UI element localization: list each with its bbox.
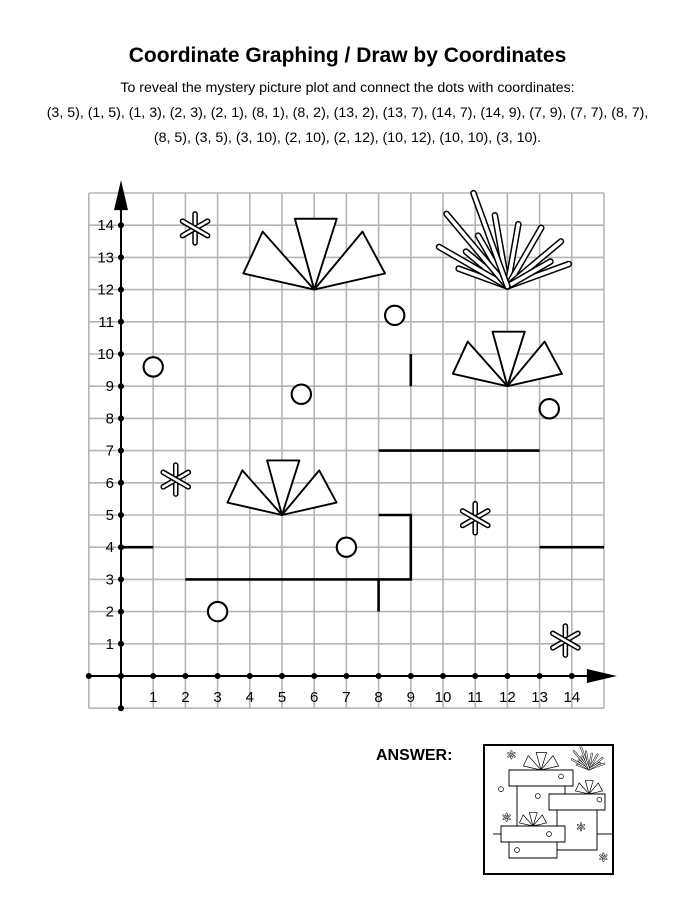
dot-circle xyxy=(499,787,504,792)
y-tick-label: 4 xyxy=(105,539,114,557)
instructions: To reveal the mystery picture plot and connect the dots with coordinates: xyxy=(120,80,575,96)
x-tick-label: 9 xyxy=(406,689,415,706)
axis-tick-dot xyxy=(118,222,124,228)
axis-tick-dot xyxy=(343,673,349,679)
dot-circle xyxy=(597,797,602,802)
axis-tick-dot xyxy=(118,480,124,486)
axis-tick-dot xyxy=(118,512,124,518)
x-tick-label: 14 xyxy=(563,689,581,706)
dot-circle xyxy=(292,385,311,404)
y-axis-arrow-icon xyxy=(114,180,128,210)
axis-tick-dot xyxy=(504,673,510,679)
dot-circle xyxy=(535,794,540,799)
answer-picture xyxy=(485,746,613,874)
x-tick-label: 10 xyxy=(434,689,452,706)
axis-tick-dot xyxy=(118,641,124,647)
y-tick-label: 1 xyxy=(105,635,114,653)
snowflake-icon xyxy=(163,465,188,494)
axis-tick-dot xyxy=(118,287,124,293)
axis-tick-dot xyxy=(118,319,124,325)
y-tick-label: 14 xyxy=(97,217,114,235)
dot-circle xyxy=(337,538,356,557)
y-tick-label: 10 xyxy=(97,346,114,363)
y-tick-label: 7 xyxy=(105,442,114,460)
snowflake-icon xyxy=(553,626,578,655)
axis-tick-dot xyxy=(118,351,124,357)
y-tick-label: 12 xyxy=(97,281,114,299)
axis-tick-dot xyxy=(279,673,285,679)
axis-tick-dot xyxy=(311,673,317,679)
pine-branch-icon xyxy=(439,193,569,286)
x-tick-label: 11 xyxy=(467,689,483,706)
axis-tick-dot xyxy=(118,383,124,389)
axis-tick-dot xyxy=(118,448,124,454)
x-tick-label: 1 xyxy=(149,689,158,706)
x-tick-label: 5 xyxy=(277,689,287,706)
axis-tick-dot xyxy=(118,609,124,615)
y-tick-label: 5 xyxy=(105,507,114,524)
axis-tick-dot xyxy=(118,576,124,582)
y-tick-label: 2 xyxy=(105,603,114,621)
x-axis-arrow-icon xyxy=(587,669,617,683)
axis-tick-dot xyxy=(182,673,188,679)
axis-tick-dot xyxy=(408,673,414,679)
dot-circle xyxy=(385,306,404,325)
axis-tick-dot xyxy=(376,673,382,679)
axis-tick-dot xyxy=(215,673,221,679)
snowflake-icon xyxy=(463,504,488,533)
y-tick-label: 6 xyxy=(105,474,114,492)
dot-circle xyxy=(144,357,163,376)
x-tick-label: 13 xyxy=(531,689,548,706)
axis-tick-dot xyxy=(118,415,124,421)
x-tick-label: 4 xyxy=(245,689,254,706)
axis-tick-dot xyxy=(247,673,253,679)
x-tick-label: 3 xyxy=(213,689,222,706)
axis-tick-dot xyxy=(150,673,156,679)
axis-tick-dot xyxy=(537,673,543,679)
axis-tick-dot xyxy=(569,673,575,679)
dot-circle xyxy=(540,399,559,418)
dot-circle xyxy=(208,602,227,621)
x-tick-label: 2 xyxy=(181,689,190,706)
axis-tick-dot xyxy=(118,254,124,260)
x-tick-label: 7 xyxy=(342,689,351,706)
coordinate-list: (3, 5), (1, 5), (1, 3), (2, 3), (2, 1), (8, 1), (8, 2), (13, 2), (13, 7), (14, 7), (14, 9), (7, 9), (7, 7), (8, 7), (8, 5), (3, 5), (3, 10), (2, 10), (2, 12), (10, 12), (10, 10), (3, 10). xyxy=(46,105,649,146)
x-tick-label: 12 xyxy=(499,689,516,706)
axis-tick-dot xyxy=(472,673,478,679)
x-tick-label: 6 xyxy=(310,689,319,706)
axis-tick-dot xyxy=(118,673,124,679)
snowflake-icon xyxy=(183,214,208,243)
x-tick-label: 8 xyxy=(374,689,383,706)
y-tick-label: 3 xyxy=(105,571,114,589)
dot-circle xyxy=(515,848,520,853)
y-tick-label: 11 xyxy=(98,313,114,331)
dot-circle xyxy=(547,832,552,837)
axis-tick-dot xyxy=(440,673,446,679)
y-tick-label: 13 xyxy=(97,249,114,267)
axis-tick-dot xyxy=(118,705,124,711)
axis-tick-dot xyxy=(86,673,92,679)
answer-label: ANSWER: xyxy=(376,747,453,764)
y-tick-label: 9 xyxy=(105,378,114,396)
page-title: Coordinate Graphing / Draw by Coordinates xyxy=(128,44,567,67)
y-tick-label: 8 xyxy=(105,410,114,428)
dot-circle xyxy=(559,774,564,779)
